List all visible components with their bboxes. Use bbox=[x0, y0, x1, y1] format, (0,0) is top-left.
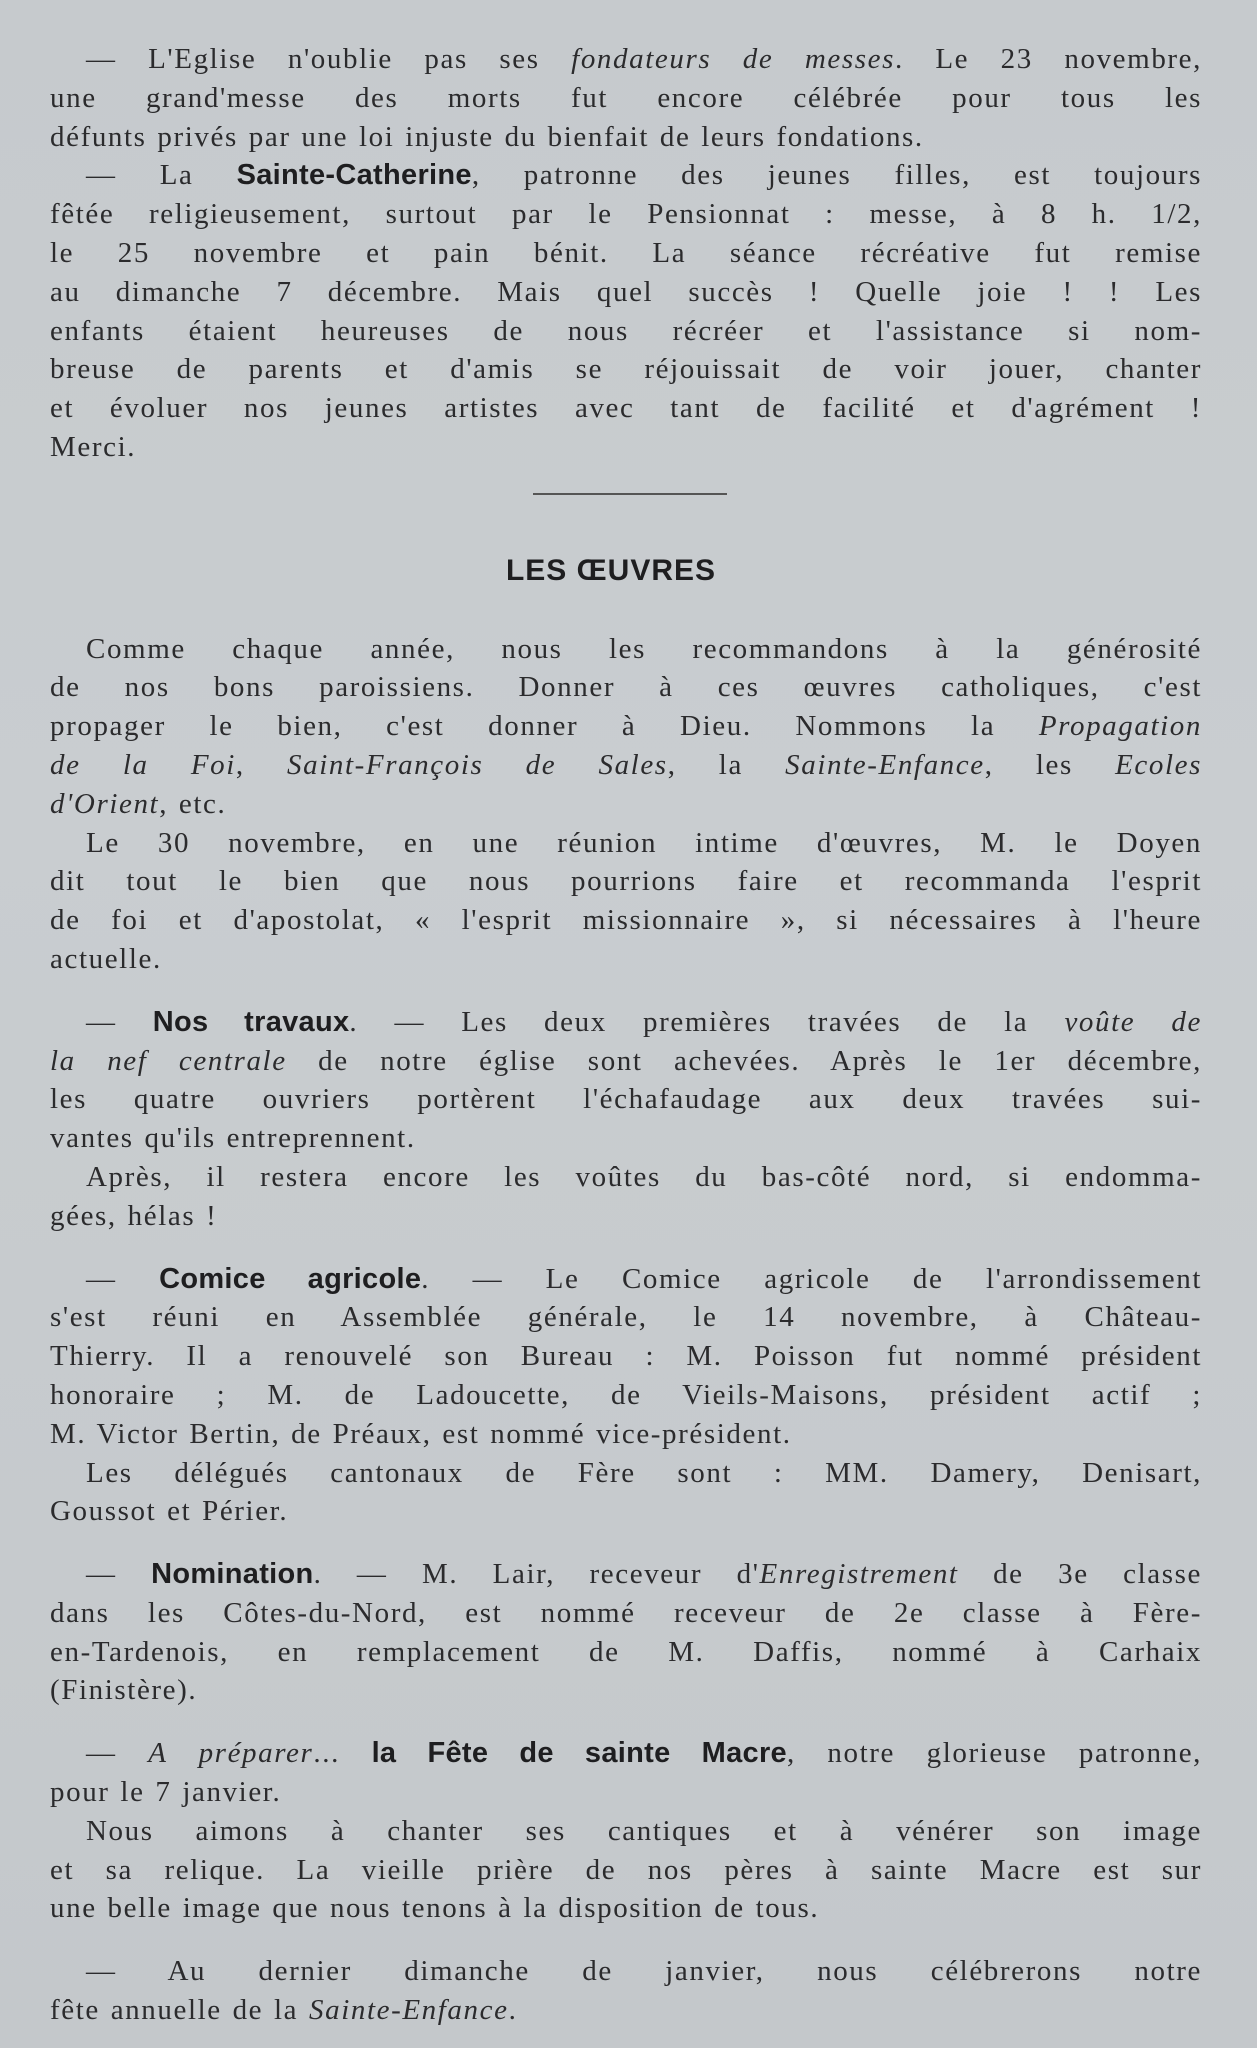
text-line bbox=[50, 1119, 1202, 1158]
text-line bbox=[50, 1003, 1202, 1042]
bold-text: la Fête de sainte Macre bbox=[371, 1737, 787, 1770]
italic-text: d'Orient bbox=[50, 787, 160, 820]
italic-text: de la Foi bbox=[50, 748, 236, 781]
text-line bbox=[50, 824, 1202, 863]
text-segment: . — Le Comice agricole de l'arrondissement bbox=[421, 1262, 1203, 1295]
text-line bbox=[50, 1812, 1202, 1851]
text-line bbox=[50, 1594, 1202, 1633]
text-segment: , notre glorieuse patronne, bbox=[786, 1737, 1203, 1770]
text-segment: . Le 23 novembre, bbox=[894, 43, 1202, 75]
text-segment: — L'Eglise n'oublie pas ses bbox=[86, 43, 572, 75]
text-line bbox=[50, 630, 1202, 669]
text-segment: de 3e classe bbox=[958, 1558, 1202, 1591]
text-line bbox=[50, 940, 1202, 979]
text-segment: honoraire ; M. de Ladoucette, de Vieils-Maisons, président actif ; bbox=[50, 1378, 1202, 1411]
text-line bbox=[50, 1298, 1202, 1337]
italic-text: voûte de bbox=[1064, 1005, 1202, 1038]
text-segment: Merci. bbox=[50, 430, 137, 463]
paragraph-reunion-oeuvres bbox=[50, 824, 1202, 979]
italic-text: Enregistrement bbox=[759, 1558, 959, 1591]
text-line bbox=[50, 1851, 1202, 1890]
text-segment: Les délégués cantonaux de Fère sont : MM. Damery, Denisart, bbox=[86, 1456, 1202, 1489]
text-line bbox=[50, 901, 1202, 940]
bold-text: Comice agricole bbox=[159, 1262, 422, 1295]
text-segment: une belle image que nous tenons à la disposition de tous. bbox=[50, 1892, 820, 1925]
text-line bbox=[50, 1260, 1202, 1299]
text-line bbox=[50, 707, 1202, 746]
text-line bbox=[50, 668, 1202, 707]
text-line bbox=[50, 862, 1202, 901]
text-line bbox=[50, 1042, 1202, 1081]
text-line bbox=[50, 1889, 1202, 1928]
text-segment: , etc. bbox=[159, 787, 227, 820]
italic-text: Saint-François de Sales bbox=[287, 748, 668, 781]
paragraph-cantiques bbox=[50, 1812, 1202, 1928]
text-line bbox=[50, 389, 1202, 428]
text-line bbox=[50, 1671, 1202, 1710]
text-segment: Après, il restera encore les voûtes du bas-côté nord, si endomma- bbox=[86, 1160, 1202, 1193]
paragraph-oeuvres-intro bbox=[50, 630, 1202, 824]
text-line bbox=[50, 746, 1202, 785]
paragraph-sainte-catherine bbox=[50, 156, 1202, 466]
text-segment: de nos bons paroissiens. Donner à ces œuvres catholiques, c'est bbox=[50, 671, 1202, 704]
text-segment: une grand'messe des morts fut encore célébrée pour tous les bbox=[50, 81, 1202, 114]
text-segment: . bbox=[508, 1994, 518, 2027]
paragraph-comice-agricole bbox=[50, 1260, 1202, 1454]
text-line bbox=[50, 1633, 1202, 1672]
text-line bbox=[50, 1492, 1202, 1531]
text-segment: au dimanche 7 décembre. Mais quel succès ! Quelle joie ! ! Les bbox=[50, 275, 1202, 308]
paragraph-delegues-cantonaux bbox=[50, 1454, 1202, 1532]
italic-text: Ecoles bbox=[1115, 748, 1203, 781]
text-segment: en-Tardenois, en remplacement de M. Daffis, nommé à Carhaix bbox=[50, 1635, 1202, 1668]
text-line bbox=[50, 1158, 1202, 1197]
text-segment: et sa relique. La vieille prière de nos pères à sainte Macre est sur bbox=[50, 1853, 1202, 1886]
text-segment: . — Les deux premières travées de la bbox=[349, 1005, 1065, 1038]
italic-text: la nef centrale bbox=[50, 1044, 287, 1077]
text-segment: , la bbox=[667, 748, 786, 781]
text-segment: vantes qu'ils entreprennent. bbox=[50, 1122, 416, 1155]
text-segment: — La bbox=[86, 159, 237, 192]
text-segment: dans les Côtes-du-Nord, est nommé receveur de 2e classe à Fère- bbox=[50, 1596, 1202, 1629]
paragraph-voutes-bas-cote bbox=[50, 1158, 1202, 1236]
text-line bbox=[50, 234, 1202, 273]
text-line bbox=[50, 1952, 1202, 1991]
text-line bbox=[50, 1337, 1202, 1376]
paragraph-fondateurs-de-messes bbox=[50, 40, 1202, 156]
text-line bbox=[50, 1080, 1202, 1119]
text-segment: — bbox=[86, 1262, 160, 1295]
text-line bbox=[50, 273, 1202, 312]
text-segment: — bbox=[86, 1737, 149, 1770]
text-segment: défunts privés par une loi injuste du bienfait de leurs fondations. bbox=[50, 120, 924, 153]
text-segment: pour le 7 janvier. bbox=[50, 1776, 282, 1809]
text-segment: — bbox=[86, 1558, 152, 1591]
text-segment: Le 30 novembre, en une réunion intime d'œuvres, M. le Doyen bbox=[86, 826, 1202, 859]
paragraph-nos-travaux bbox=[50, 1003, 1202, 1158]
text-line bbox=[50, 785, 1202, 824]
text-segment: s'est réuni en Assemblée générale, le 14 novembre, à Château- bbox=[50, 1301, 1202, 1334]
text-segment: fête annuelle de la bbox=[50, 1994, 309, 2027]
text-segment: , les bbox=[984, 748, 1116, 781]
text-line bbox=[50, 1555, 1202, 1594]
italic-text: Propagation bbox=[1038, 710, 1202, 743]
text-segment: fêtée religieusement, surtout par le Pensionnat : messe, à 8 h. 1/2, bbox=[50, 198, 1202, 231]
text-line bbox=[50, 350, 1202, 389]
section-divider bbox=[533, 493, 727, 495]
text-segment: de foi et d'apostolat, « l'esprit missionnaire », si nécessaires à l'heure bbox=[50, 904, 1202, 937]
paragraph-nomination bbox=[50, 1555, 1202, 1710]
text-segment: de notre église sont achevées. Après le 1er décembre, bbox=[286, 1044, 1202, 1077]
text-segment: — bbox=[86, 1005, 153, 1038]
text-line bbox=[50, 79, 1202, 118]
text-segment: ... bbox=[313, 1737, 372, 1770]
text-line bbox=[50, 1773, 1202, 1812]
text-segment: M. Victor Bertin, de Préaux, est nommé vice-président. bbox=[50, 1417, 792, 1450]
text-segment: dit tout le bien que nous pourrions faire et recommanda l'esprit bbox=[50, 865, 1202, 898]
bold-text: Nomination bbox=[151, 1558, 314, 1591]
text-line bbox=[50, 1734, 1202, 1773]
text-segment: (Finistère). bbox=[50, 1674, 198, 1707]
paragraph-sainte-enfance bbox=[50, 1952, 1202, 2030]
text-segment: Goussot et Périer. bbox=[50, 1495, 289, 1528]
italic-text: Sainte-Enfance bbox=[785, 748, 985, 781]
text-segment: le 25 novembre et pain bénit. La séance récréative fut remise bbox=[50, 236, 1202, 269]
text-segment: enfants étaient heureuses de nous récréer et l'assistance si nom- bbox=[50, 314, 1202, 347]
text-line bbox=[50, 1376, 1202, 1415]
text-line bbox=[50, 428, 1202, 467]
text-line bbox=[50, 40, 1202, 79]
text-line bbox=[50, 1991, 1202, 2030]
text-segment: . — M. Lair, receveur d' bbox=[313, 1558, 760, 1591]
text-line bbox=[50, 156, 1202, 195]
text-segment: Comme chaque année, nous les recommandons à la générosité bbox=[86, 632, 1202, 665]
text-segment: gées, hélas ! bbox=[50, 1199, 218, 1232]
italic-text: A préparer bbox=[148, 1737, 314, 1770]
bold-text: Sainte-Catherine bbox=[236, 159, 472, 192]
italic-text: Sainte-Enfance bbox=[309, 1994, 509, 2027]
text-segment: actuelle. bbox=[50, 942, 162, 975]
italic-text: fondateurs de messes bbox=[571, 43, 895, 75]
text-segment: , patronne des jeunes filles, est toujours bbox=[471, 159, 1202, 192]
text-segment: breuse de parents et d'amis se réjouissait de voir jouer, chanter bbox=[50, 353, 1202, 386]
text-segment: , bbox=[235, 748, 288, 781]
text-line bbox=[50, 195, 1202, 234]
text-segment: Nous aimons à chanter ses cantiques et à vénérer son image bbox=[86, 1814, 1202, 1847]
text-segment: Thierry. Il a renouvelé son Bureau : M. Poisson fut nommé président bbox=[50, 1340, 1202, 1373]
text-segment: et évoluer nos jeunes artistes avec tant de facilité et d'agrément ! bbox=[50, 392, 1202, 425]
bold-text: Nos travaux bbox=[152, 1005, 350, 1038]
text-line bbox=[50, 118, 1202, 157]
text-segment: propager le bien, c'est donner à Dieu. Nommons la bbox=[50, 710, 1039, 743]
paragraph-fete-sainte-macre bbox=[50, 1734, 1202, 1812]
text-segment: — Au dernier dimanche de janvier, nous célébrerons notre bbox=[86, 1955, 1202, 1988]
text-segment: les quatre ouvriers portèrent l'échafaudage aux deux travées sui- bbox=[50, 1083, 1202, 1116]
text-line bbox=[50, 1415, 1202, 1454]
section-heading: LES ŒUVRES bbox=[505, 553, 717, 587]
text-line bbox=[50, 1197, 1202, 1236]
text-line bbox=[50, 1454, 1202, 1493]
text-line bbox=[50, 312, 1202, 351]
